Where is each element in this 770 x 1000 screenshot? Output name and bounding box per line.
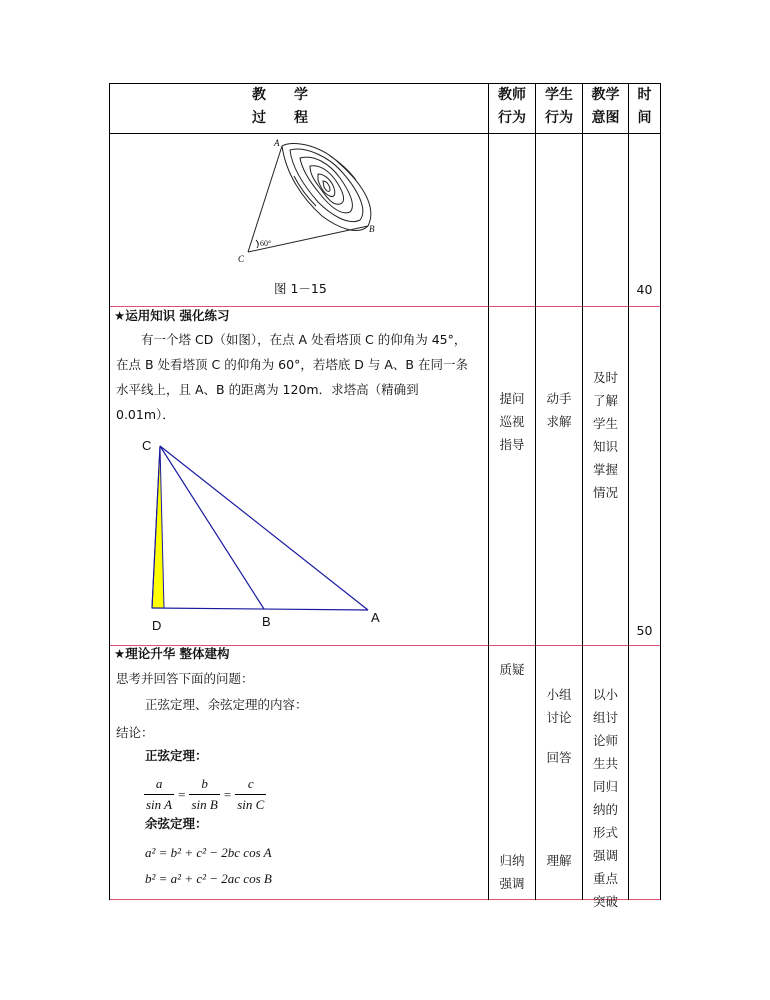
row3-teaching-intent	[583, 683, 628, 913]
row3-line-1: 思考并回答下面的问题：	[116, 671, 254, 686]
sine-frac-b: $\frac{b}{\text{sin B}}$	[191, 776, 218, 812]
sine-eq-2: =	[223, 786, 232, 802]
row3-intent-line-4: 生共	[592, 756, 618, 771]
row2-intent-line-6: 情况	[592, 485, 618, 500]
row3-teacher-summary-line-1: 归纳	[499, 853, 525, 868]
contour-8	[294, 176, 316, 206]
row2-teacher-line-2: 巡视	[499, 414, 525, 429]
cosine-formula-2: b² = a² + c² − 2ac cos B	[145, 871, 272, 886]
tower-label-b: B	[262, 614, 271, 629]
contour-5	[318, 174, 335, 197]
row3-intent-line-2: 组讨	[592, 710, 618, 725]
row3-student-discuss-line-2: 讨论	[546, 710, 572, 725]
header-process-line1: 教 学	[252, 87, 308, 103]
col-divider-teacher	[488, 83, 489, 900]
row2-student-behavior	[536, 387, 582, 433]
row3-teacher-question: 质疑	[499, 662, 525, 677]
row3-student-answer: 回答	[546, 750, 572, 765]
row3-intent-line-7: 形式	[592, 825, 618, 840]
table-top-border	[109, 83, 661, 84]
row3-line-2: 正弦定理、余弦定理的内容：	[145, 697, 308, 712]
figure-angle-arc	[256, 240, 258, 248]
figure-label-c: C	[238, 254, 245, 264]
tower-label-c: C	[142, 438, 152, 453]
row3-intent-line-9: 重点	[592, 871, 618, 886]
row3-intent-line-10: 突破	[592, 894, 618, 909]
contour-2	[290, 149, 363, 221]
figure-label-b: B	[369, 224, 375, 234]
header-time-line2: 间	[637, 110, 652, 126]
row2-intent-line-4: 知识	[592, 439, 618, 454]
row2-time: 50	[636, 623, 653, 638]
row2-intent-line-1: 及时	[592, 370, 618, 385]
sine-law-formula	[144, 776, 266, 813]
row3-intent-line-3: 论师	[592, 733, 618, 748]
contour-3	[300, 157, 352, 213]
line-da	[152, 608, 368, 610]
tower-label-a: A	[371, 610, 380, 625]
row3-intent-line-6: 纳的	[592, 802, 618, 817]
row3-student-understand: 理解	[546, 853, 572, 868]
header-bottom-border	[109, 133, 661, 134]
sine-law-title: 正弦定理：	[145, 748, 208, 763]
row2-teacher-line-3: 指导	[499, 437, 525, 452]
row3-student-discuss	[536, 683, 582, 729]
row2-teacher-line-1: 提问	[499, 391, 525, 406]
line-ca	[160, 446, 368, 610]
sine-eq-1: =	[178, 786, 186, 802]
row3-section-title: ★理论升华 整体建构	[114, 646, 230, 661]
row3-teacher-summary-line-2: 强调	[499, 876, 525, 891]
header-teacher-line1: 教师	[498, 87, 526, 103]
sine-frac-c: $\frac{c}{\text{sin C}}$	[237, 776, 265, 812]
table-right-border	[660, 83, 661, 900]
row3-line-3: 结论：	[116, 725, 154, 740]
row2-teaching-intent	[583, 366, 628, 504]
row2-teacher-behavior	[489, 387, 535, 456]
row2-student-line-1: 动手	[546, 391, 572, 406]
row2-intent-line-2: 了解	[592, 393, 618, 408]
row2-intent-line-3: 学生	[592, 416, 618, 431]
tower-label-d: D	[152, 618, 162, 633]
problem-line-2: 在点 B 处看塔顶 C 的仰角为 60°，若塔底 D 与 A、B 在同一条	[116, 357, 468, 372]
row2-student-line-2: 求解	[546, 414, 572, 429]
contour-map-figure	[230, 136, 390, 266]
problem-line-1: 有一个塔 CD（如图），在点 A 处看塔顶 C 的仰角为 45°，	[141, 332, 467, 347]
row2-section-title: ★运用知识 强化练习	[114, 308, 230, 323]
cosine-formula-1: a² = b² + c² − 2bc cos A	[145, 845, 272, 860]
figure-label-a: A	[274, 138, 280, 148]
line-cb	[160, 446, 264, 609]
row2-intent-line-5: 掌握	[592, 462, 618, 477]
problem-line-3: 水平线上，且 A、B 的距离为 120m．求塔高（精确到	[116, 382, 419, 397]
cosine-law-title: 余弦定理：	[145, 816, 208, 831]
col-divider-time	[628, 83, 629, 900]
tower-figure	[136, 434, 386, 634]
figure-label-angle: 60°	[260, 239, 272, 248]
header-intent-line2: 意图	[591, 110, 620, 126]
header-student-line1: 学生	[545, 87, 573, 103]
row3-intent-line-1: 以小	[592, 687, 618, 702]
row3-teacher-summary	[489, 849, 535, 895]
col-divider-student	[535, 83, 536, 900]
row1-bottom-border	[109, 306, 661, 307]
row3-student-discuss-line-1: 小组	[546, 687, 572, 702]
problem-line-4: 0.01m）．	[116, 407, 175, 422]
header-process-line2: 过 程	[252, 110, 308, 126]
figure-caption: 图 1－15	[274, 281, 327, 296]
row3-intent-line-8: 强调	[592, 848, 618, 863]
row1-time: 40	[636, 282, 653, 297]
contour-outer	[282, 143, 371, 230]
row3-intent-line-5: 同归	[592, 779, 618, 794]
contour-6	[323, 181, 330, 191]
header-intent-line1: 教学	[591, 87, 620, 103]
table-left-border	[109, 83, 110, 900]
figure-side-ca	[248, 146, 282, 252]
header-time-line1: 时	[637, 87, 652, 103]
table-bottom-border	[109, 899, 661, 900]
header-student-line2: 行为	[545, 110, 573, 126]
sine-frac-a: $\frac{a}{\text{sin A}}$	[146, 776, 173, 812]
header-teacher-line2: 行为	[498, 110, 526, 126]
